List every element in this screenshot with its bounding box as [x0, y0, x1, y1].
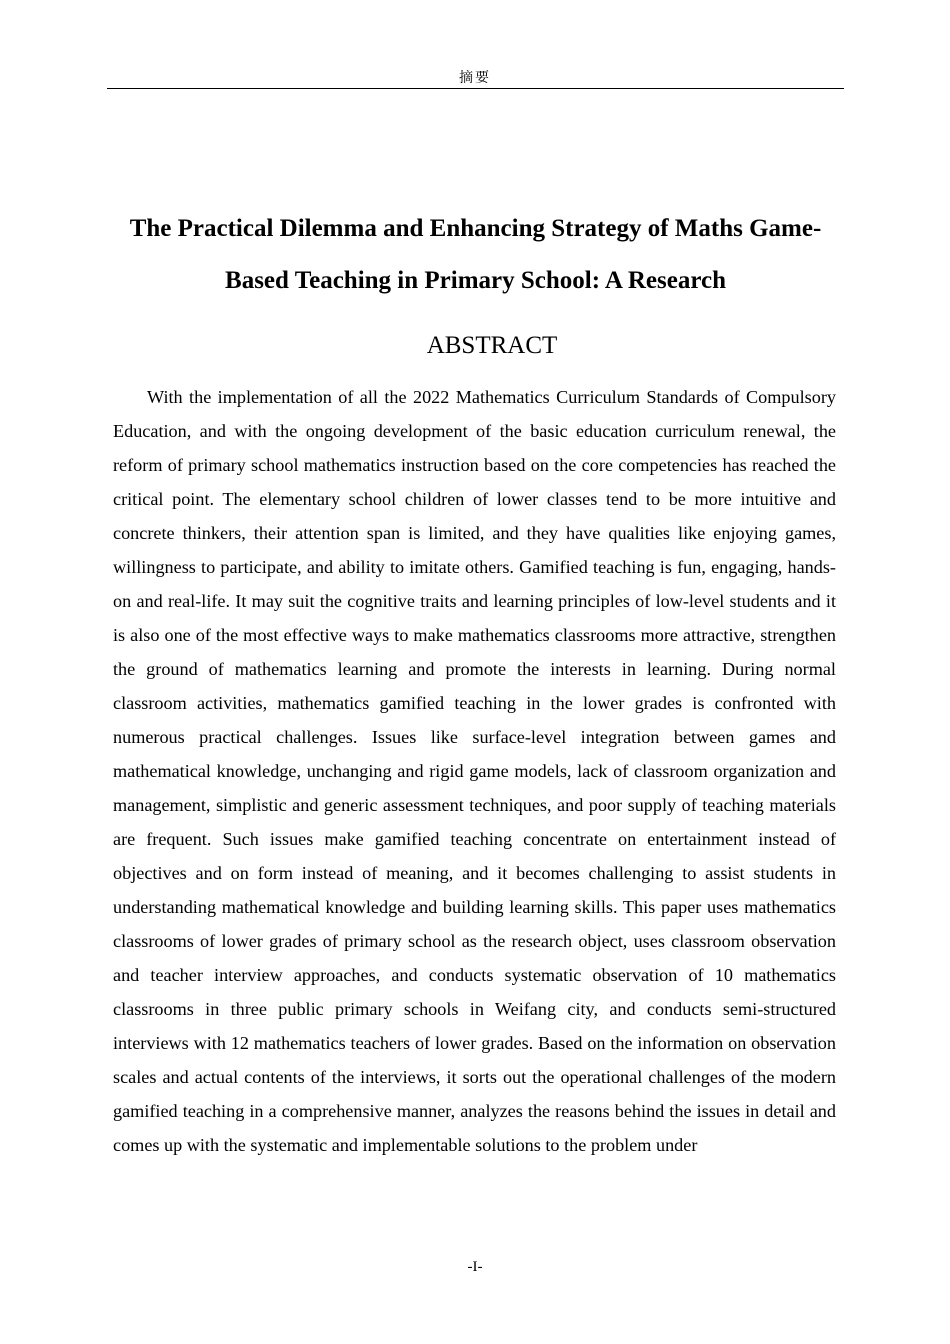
abstract-body: With the implementation of all the 2022 Mathematics Curriculum Standards of Compulsory Education, and with the ongoing development of the basic education curriculum renewal, the reform of primary school mathematics instruction based on the core competencies has reached the critical point. The elementary school children of lower classes tend to be more intuitive and concrete thinkers, their attention span is limited, and they have qualities like enjoying games, willingness to participate, and ability to imitate others. Gamified teaching is fun, engaging, hands-on and real-life. It may suit the cognitive traits and learning principles of low-level students and it is also one of the most effective ways to make mathematics classrooms more attractive, strengthen the ground of mathematics learning and promote the interests in learning. During normal classroom activities, mathematics gamified teaching in the lower grades is confronted with numerous practical challenges. Issues like surface-level integration between games and mathematical knowledge, unchanging and rigid game models, lack of classroom organization and management, simplistic and generic assessment techniques, and poor supply of teaching materials are frequent. Such issues make gamified teaching concentrate on entertainment instead of objectives and on form instead of meaning, and it becomes challenging to assist students in understanding mathematical knowledge and building learning skills. This paper uses mathematics classrooms of lower grades of primary school as the research object, uses classroom observation and teacher interview approaches, and conducts systematic observation of 10 mathematics classrooms in three public primary schools in Weifang city, and conducts semi-structured interviews with 12 mathematics teachers of lower grades. Based on the information on observation scales and actual contents of the interviews, it sorts out the operational challenges of the modern gamified teaching in a comprehensive manner, analyzes the reasons behind the issues in detail and comes up with the systematic and implementable solutions to the problem under — [113, 387, 836, 1155]
running-header: 摘要 — [459, 70, 491, 86]
paper-title: The Practical Dilemma and Enhancing Strategy of Maths Game-Based Teaching in Primary School: A Research — [129, 215, 822, 294]
header-rule — [107, 88, 844, 89]
abstract-heading: ABSTRACT — [426, 332, 558, 359]
page-number: -I- — [467, 1259, 483, 1275]
